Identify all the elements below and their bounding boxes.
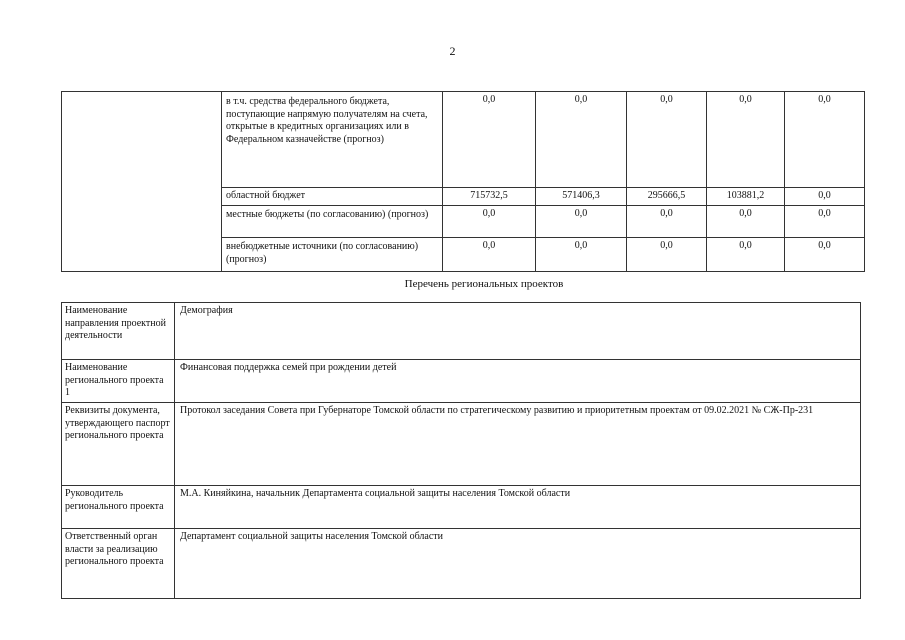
project-row xyxy=(62,360,861,403)
project-row-value: М.А. Киняйкина, начальник Департамента социальной защиты населения Томской области xyxy=(175,486,861,529)
project-row xyxy=(62,486,861,529)
budget-row-label: местные бюджеты (по согласованию) (прогноз) xyxy=(222,206,443,238)
budget-value: 0,0 xyxy=(707,238,785,272)
project-row-value: Финансовая поддержка семей при рождении детей xyxy=(175,360,861,403)
project-row-label: Наименование регионального проекта 1 xyxy=(62,360,175,403)
budget-value: 0,0 xyxy=(627,92,707,188)
budget-row-label: внебюджетные источники (по согласованию) (прогноз) xyxy=(222,238,443,272)
page-number: 2 xyxy=(449,44,456,58)
budget-table xyxy=(61,91,865,272)
project-row-value: Протокол заседания Совета при Губернаторе Томской области по стратегическому развитию и приоритетным проектам от 09.02.2021 № СЖ-Пр-231 xyxy=(175,403,861,486)
budget-row-label: в т.ч. средства федерального бюджета, поступающие напрямую получателям на счета, открытые в кредитных организациях или в Федеральном казначействе (прогноз) xyxy=(222,92,443,188)
budget-value: 0,0 xyxy=(536,238,627,272)
budget-value: 0,0 xyxy=(443,238,536,272)
budget-value: 0,0 xyxy=(443,92,536,188)
project-row-label: Реквизиты документа, утверждающего паспорт регионального проекта xyxy=(62,403,175,486)
budget-value: 0,0 xyxy=(707,92,785,188)
project-row xyxy=(62,529,861,599)
section-title: Перечень региональных проектов xyxy=(404,278,564,290)
budget-value: 0,0 xyxy=(536,92,627,188)
budget-value: 0,0 xyxy=(627,238,707,272)
budget-value: 0,0 xyxy=(627,206,707,238)
project-row xyxy=(62,303,861,360)
project-row xyxy=(62,403,861,486)
budget-value: 295666,5 xyxy=(627,188,707,206)
budget-value: 0,0 xyxy=(536,206,627,238)
projects-table xyxy=(61,302,861,599)
project-row-value: Демография xyxy=(175,303,861,360)
project-row-label: Руководитель регионального проекта xyxy=(62,486,175,529)
budget-value: 103881,2 xyxy=(707,188,785,206)
budget-empty-cell xyxy=(62,92,222,272)
project-row-label: Наименование направления проектной деятельности xyxy=(62,303,175,360)
project-row-value: Департамент социальной защиты населения Томской области xyxy=(175,529,861,599)
budget-value: 0,0 xyxy=(785,238,865,272)
budget-value: 0,0 xyxy=(707,206,785,238)
budget-row-label: областной бюджет xyxy=(222,188,443,206)
project-row-label: Ответственный орган власти за реализацию регионального проекта xyxy=(62,529,175,599)
budget-value: 0,0 xyxy=(785,188,865,206)
budget-value: 0,0 xyxy=(785,206,865,238)
budget-row-federal-direct xyxy=(62,92,865,188)
budget-value: 0,0 xyxy=(443,206,536,238)
budget-value: 0,0 xyxy=(785,92,865,188)
budget-value: 715732,5 xyxy=(443,188,536,206)
budget-value: 571406,3 xyxy=(536,188,627,206)
